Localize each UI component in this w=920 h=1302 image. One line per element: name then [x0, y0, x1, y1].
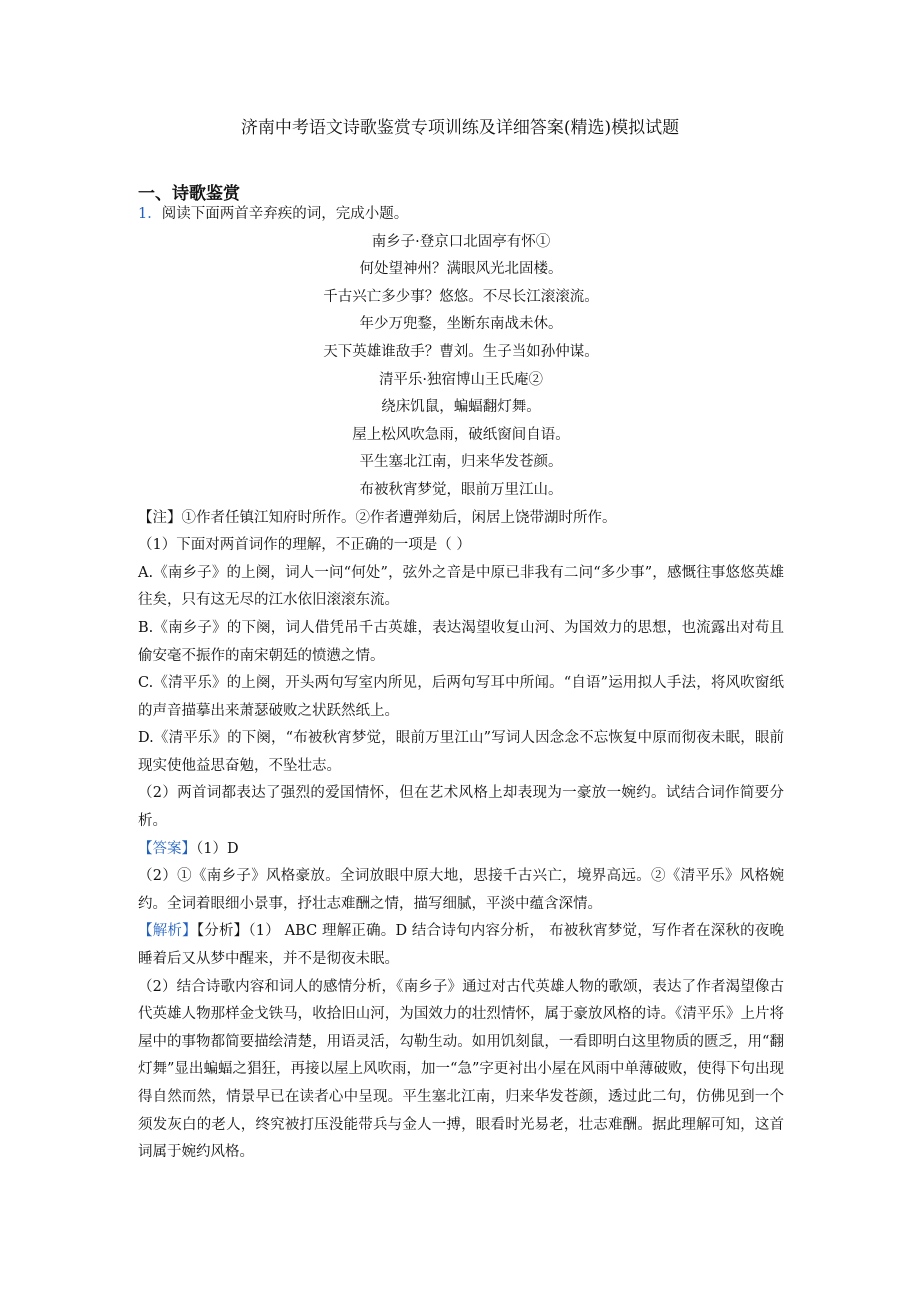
answer-tag: 【答案】	[138, 840, 196, 857]
option-a: A.《南乡子》的上阕，词人一问“何处”，弦外之音是中原已非我有二问“多少事”，感慨往事悠悠英雄往矣，只有这无尽的江水依旧滚滚东流。	[138, 564, 784, 609]
answer-part2: （2）①《南乡子》风格豪放。全词放眼中原大地，思接千古兴亡，境界高远。②《清平乐》风格婉约。全词着眼细小景事，抒壮志难酬之情，描写细腻，平淡中蕴含深情。	[138, 868, 784, 912]
poem	[138, 229, 784, 505]
poem-line: 年少万兜鍪，坐断东南战未休。	[359, 316, 563, 333]
analysis-part2: （2）结合诗歌内容和词人的感情分析，《南乡子》通过对古代英雄人物的歌颂，表达了作者渴望像古代英雄人物那样金戈铁马，收拾旧山河，为国效力的壮烈情怀，属于豪放风格的诗。《清平乐》上片将屋中的事物都简要描绘清楚，用语灵活，勾勒生动。如用饥刻鼠，一看即明白这里物质的匮乏，用“翻灯舞”显出蝙蝠之猖狂，再接以屋上风吹雨，加一“急”字更衬出小屋在风雨中单薄破败，使得下句出现得自然而然，情景早已在读者心中呈现。平生塞北江南，归来华发苍颜，透过此二句，仿佛见到一个须发灰白的老人，终究被打压没能带兵与金人一搏，眼看时光易老，壮志难酬。据此理解可知，这首词属于婉约风格。	[138, 978, 784, 1161]
poem-line: 何处望神州？满眼风光北固楼。	[359, 261, 563, 278]
question-number: 1．	[138, 206, 162, 222]
document-title: 济南中考语文诗歌鉴赏专项训练及详细答案(精选)模拟试题	[240, 118, 680, 138]
sub-question-2: （2）两首词都表达了强烈的爱国情怀，但在艺术风格上却表现为一豪放一婉约。试结合词作简要分析。	[138, 785, 784, 830]
section-heading: 一、诗歌鉴赏	[138, 184, 240, 204]
question-block	[138, 201, 784, 1167]
answer-line	[138, 836, 784, 864]
poem-line: 绕床饥鼠，蝙蝠翻灯舞。	[381, 399, 541, 416]
poem-line: 千古兴亡多少事？悠悠。不尽长江滚滚流。	[323, 288, 599, 305]
poem-line: 布被秋宵梦觉，眼前万里江山。	[359, 481, 563, 498]
answer-part1: （1）D	[196, 840, 239, 857]
poem-line: 天下英雄谁敌手？曹刘。生子当如孙仲谋。	[323, 343, 599, 360]
poem-line: 南乡子·登京口北固亭有怀①	[371, 233, 551, 250]
poem-line: 屋上松风吹急雨，破纸窗间自语。	[352, 426, 570, 443]
poem-line: 清平乐·独宿博山王氏庵②	[378, 371, 544, 388]
analysis-part1: 【分析】（1） ABC 理解正确。D 结合诗句内容分析， 布被秋宵梦觉，写作者在深秋的夜晚睡着后又从梦中醒来，并不是彻夜未眠。	[138, 923, 784, 968]
analysis-tag: 【解析】	[138, 923, 197, 940]
question-prompt: 1．阅读下面两首辛弃疾的词，完成小题。	[138, 206, 409, 222]
option-d: D.《清平乐》的下阕，“布被秋宵梦觉，眼前万里江山”写词人因念念不忘恢复中原而彻夜未眠，眼前现实使他益思奋勉，不坠壮志。	[138, 730, 784, 774]
analysis-line	[138, 918, 784, 973]
option-c: C.《清平乐》的上阕，开头两句写室内所见，后两句写耳中所闻。“自语”运用拟人手法，将风吹窗纸的声音描摹出来萧瑟破败之状跃然纸上。	[138, 675, 784, 719]
option-b: B.《南乡子》的下阕，词人借凭吊千古英雄，表达渴望收复山河、为国效力的思想，也流露出对苟且偷安毫不振作的南宋朝廷的愤懑之情。	[138, 619, 784, 664]
poem-line: 平生塞北江南，归来华发苍颜。	[359, 454, 563, 471]
sub-question-1: （1）下面对两首词作的理解，不正确的一项是（ ）	[138, 537, 471, 554]
note: 【注】①作者任镇江知府时所作。②作者遭弹劾后，闲居上饶带湖时所作。	[138, 509, 617, 526]
